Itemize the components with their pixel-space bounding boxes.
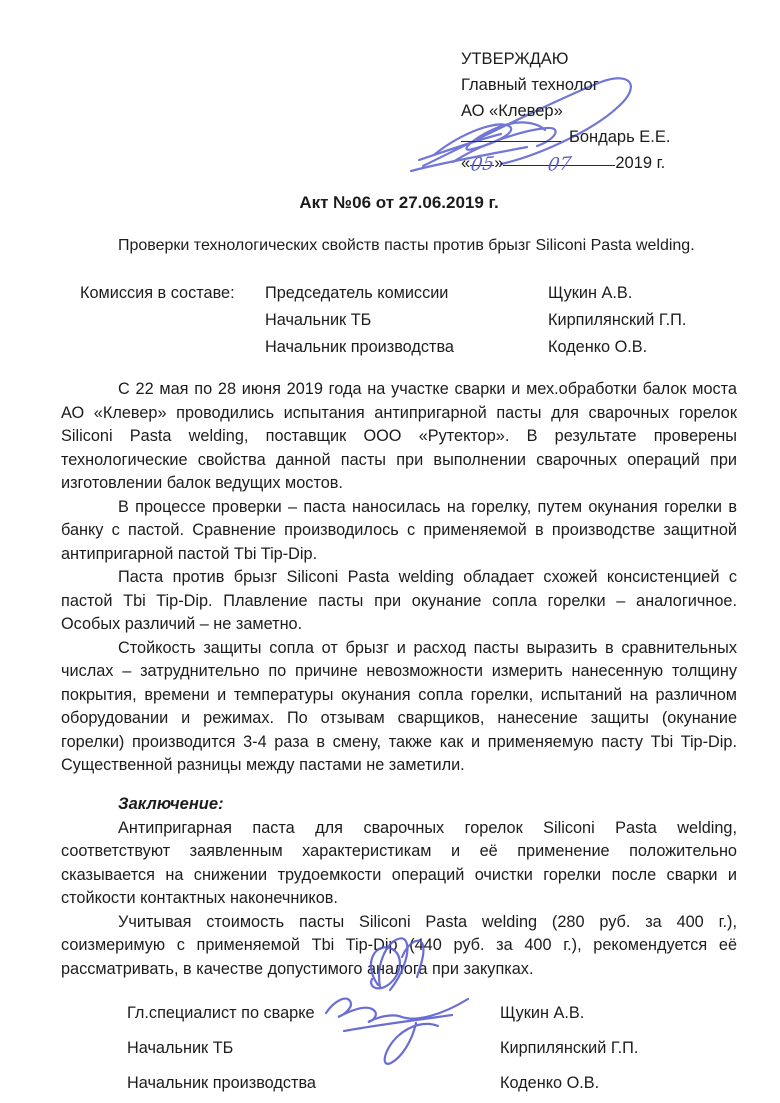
paragraph: Стойкость защиты сопла от брызг и расход пасты выразить в сравнительных числах – затруднительно по причине невозможности измерить нанесенную толщину покрытия, времени и температуры окунания сопла горелки, испытаний на различном оборудовании и режимах. По отзывам сварщиков, нанесение защиты (окунание горелки) производится 3-4 раза в смену, также как и применяемую пасту Tbi Tip-Dip. Существенной разницы между пастами не заметили. [61,638,737,774]
commission-row [80,307,737,334]
paragraph: Антипригарная паста для сварочных горелок Siliconi Pasta welding, соответствуют заявленным характеристикам и её применение положительно сказывается на снижении трудоемкости операций очистки горелки после сварки и стойкости контактных наконечников. [61,818,737,907]
paragraph: В процессе проверки – паста наносилась на горелку, путем окунания горелки в банку с пастой. Сравнение производилось с применяемой в производстве защитной антипригарной пастой Tbi Tip-Dip. [61,497,737,563]
member-role: Начальник ТБ [265,311,372,329]
date-year-label: 2019 г. [615,154,666,172]
body-text [61,378,737,778]
member-role: Председатель комиссии [265,284,449,302]
approver-name: Бондарь Е.Е. [569,128,671,146]
member-name: Кирпилянский Г.П. [548,311,687,329]
signatories-block [127,1003,737,1094]
commission-label: Комиссия в составе: [80,284,235,302]
commission-row [80,280,737,307]
date-month-blank [503,150,615,176]
signature-blank-line [461,126,561,142]
approver-title: Главный технолог [461,76,599,94]
open-quote: « [461,154,471,172]
approval-stamp-word: УТВЕРЖДАЮ [461,50,569,68]
signatory-row [127,1038,737,1059]
commission-row [80,334,737,361]
signatory-role: Начальник ТБ [127,1039,234,1057]
signatory-name: Кирпилянский Г.П. [500,1039,639,1057]
signatory-name: Коденко О.В. [500,1074,600,1092]
signatory-row [127,1003,737,1024]
paragraph: Учитывая стоимость пасты Siliconi Pasta welding (280 руб. за 400 г.), соизмеримую с применяемой Tbi Tip-Dip (440 руб. за 400 г.), рекомендуется её рассматривать, в качестве допустимого аналога при закупках. [61,912,737,978]
date-day-blank [469,150,496,176]
commission-block [80,280,737,361]
paragraph: С 22 мая по 28 июня 2019 года на участке сварки и мех.обработки балок моста АО «Клевер» проводились испытания антипригарной пасты для сварочных горелок Siliconi Pasta welding, поставщик ООО «Рутектор». В результате проверены технологические свойства данной пасты при выполнении сварочных операций при изготовлении балок ведущих мостов. [61,380,737,492]
document-subtitle: Проверки технологических свойств пасты против брызг Siliconi Pasta welding. [118,237,695,254]
signatory-role: Гл.специалист по сварке [127,1004,315,1022]
signatory-name: Щукин А.В. [500,1004,585,1022]
approver-company: АО «Клевер» [461,102,563,120]
handwritten-day: 05 [469,153,496,176]
paragraph: Паста против брызг Siliconi Pasta welding обладает схожей консистенцией с пастой Tbi Tip-Dip. Плавление пасты при окунание сопла горелки – аналогичное. Особых различий – не заметно. [61,568,737,633]
approval-block [461,46,737,176]
close-quote: » [494,154,504,172]
signatory-role: Начальник производства [127,1074,316,1092]
document-title: Акт №06 от 27.06.2019 г. [299,193,499,212]
member-name: Щукин А.В. [548,284,633,302]
approval-date-row [461,150,737,176]
conclusion-heading: Заключение: [118,794,224,813]
signatory-row [127,1073,737,1094]
member-role: Начальник производства [265,338,454,356]
handwritten-month: 07 [546,153,573,176]
member-name: Коденко О.В. [548,338,648,356]
approver-signature-row [461,124,737,150]
